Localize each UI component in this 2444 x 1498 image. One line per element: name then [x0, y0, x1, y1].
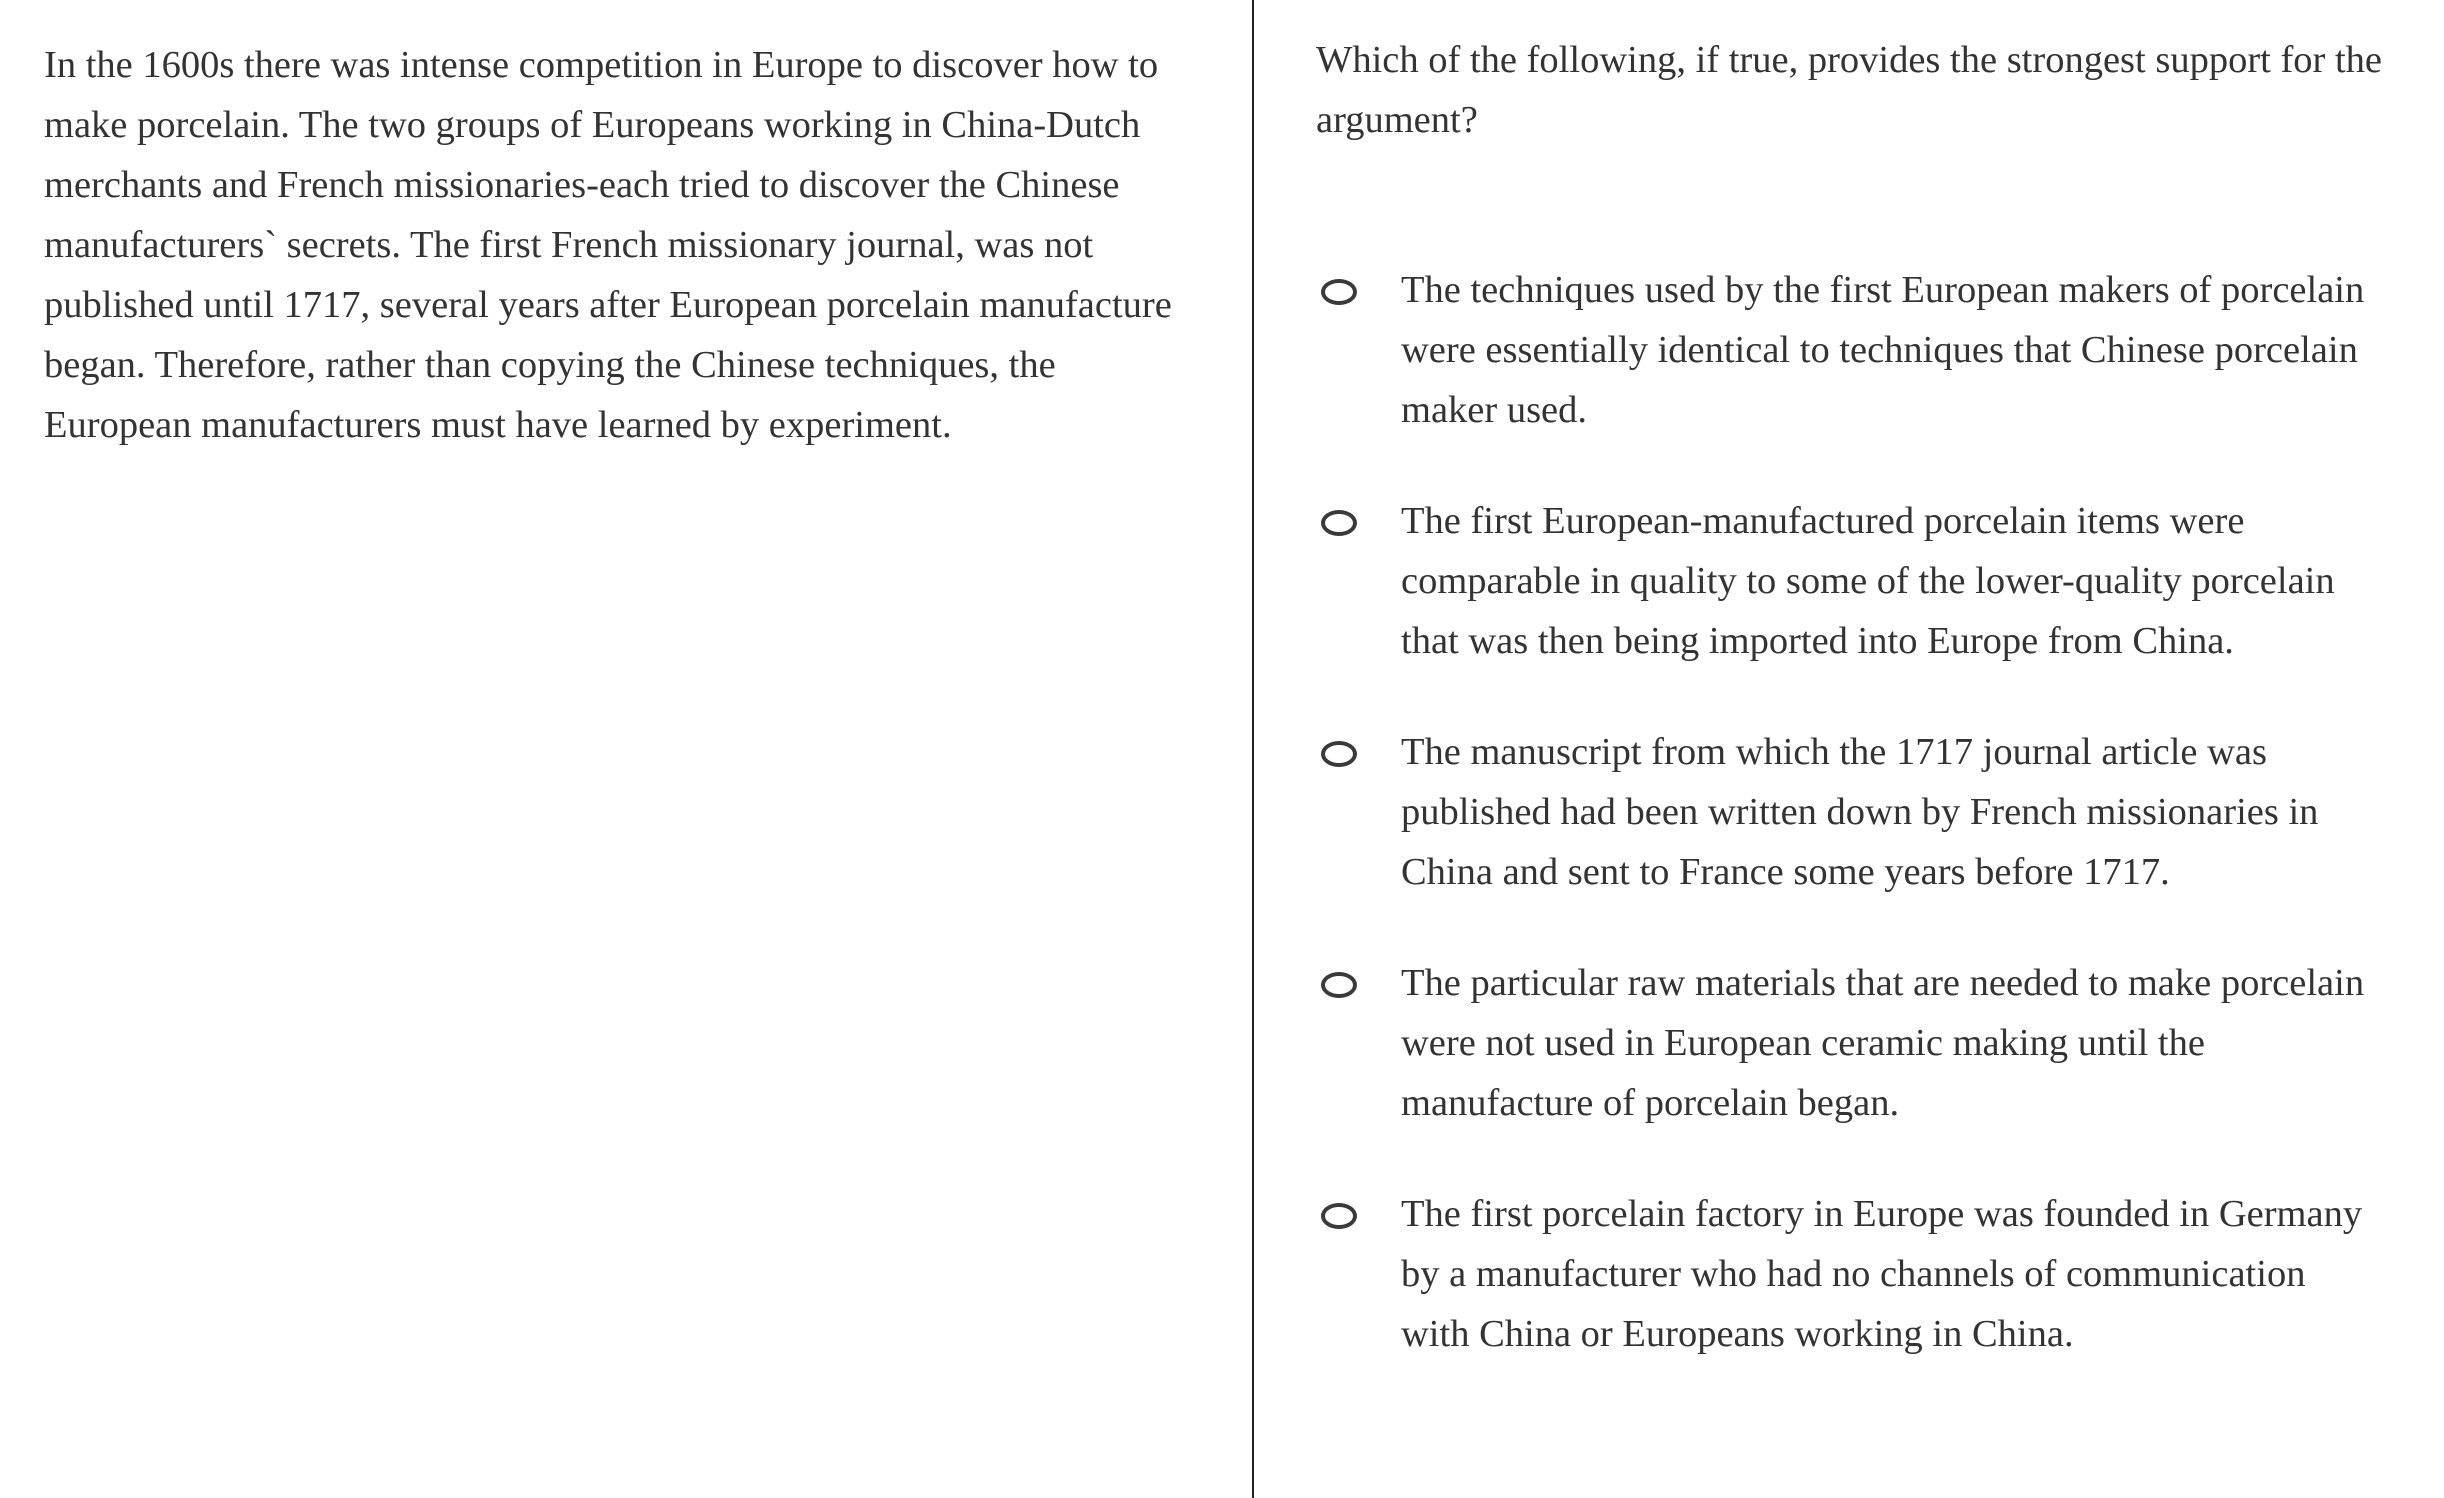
answer-choice-text: The particular raw materials that are needed to make porcelain were not used in European ceramic making until the manufacture of porcelain began. — [1401, 962, 2365, 1124]
question-pane — [1316, 0, 2416, 1498]
answer-choice-text: The techniques used by the first European makers of porcelain were essentially identical to techniques that Chinese porcelain maker used. — [1401, 269, 2365, 431]
radio-button-icon[interactable] — [1321, 741, 1357, 767]
radio-button-icon[interactable] — [1321, 279, 1357, 305]
answer-choice-text: The first porcelain factory in Europe was founded in Germany by a manufacturer who had no channels of communication with China or Europeans working in China. — [1401, 1193, 2363, 1355]
question-stem: Which of the following, if true, provides the strongest support for the argument? — [1316, 39, 2383, 141]
answer-choice-a[interactable] — [1316, 260, 2416, 440]
answer-choice-c[interactable] — [1316, 722, 2416, 902]
radio-button-icon[interactable] — [1321, 510, 1357, 536]
answer-choice-b[interactable] — [1316, 491, 2416, 671]
answer-choice-d[interactable] — [1316, 953, 2416, 1133]
radio-button-icon[interactable] — [1321, 1203, 1357, 1229]
answer-choice-text: The manuscript from which the 1717 journal article was published had been written down by French missionaries in China and sent to France some years before 1717. — [1401, 731, 2319, 893]
answer-choice-e[interactable] — [1316, 1184, 2416, 1364]
passage-text: In the 1600s there was intense competition in Europe to discover how to make porcelain. The two groups of Europeans working in China-Dutch merchants and French missionaries-each tried to discover the Chinese manufacturers` secrets. The first French missionary journal, was not published until 1717, several years after European porcelain manufacture began. Therefore, rather than copying the Chinese techniques, the European manufacturers must have learned by experiment. — [44, 44, 1172, 446]
answer-choice-text: The first European-manufactured porcelain items were comparable in quality to some of the lower-quality porcelain that was then being imported into Europe from China. — [1401, 500, 2335, 662]
pane-divider — [1252, 0, 1254, 1498]
answer-choices — [1316, 260, 2416, 1364]
radio-button-icon[interactable] — [1321, 972, 1357, 998]
